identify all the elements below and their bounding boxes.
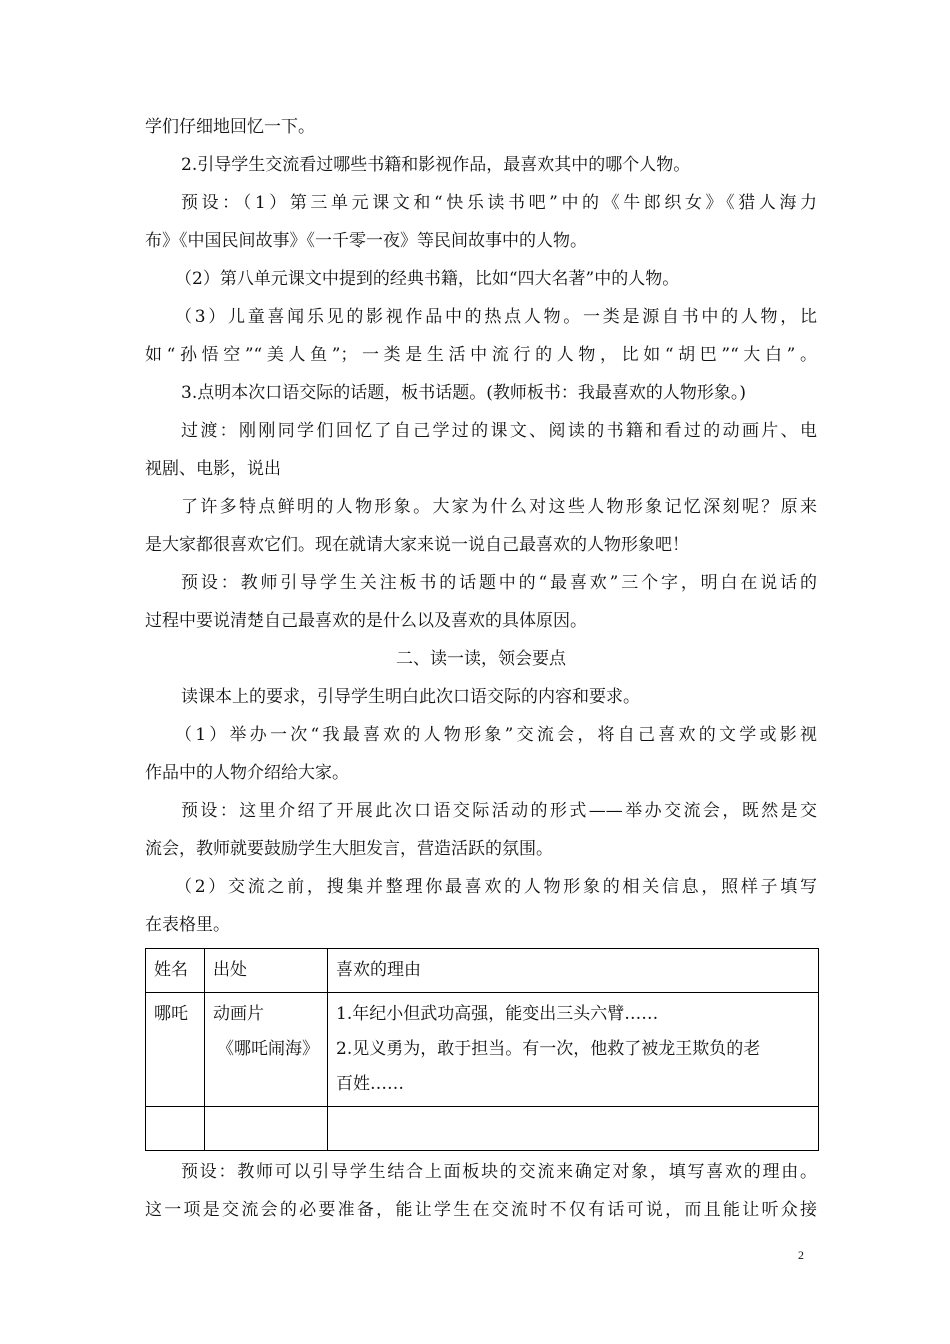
- table-row-empty: [146, 1107, 819, 1151]
- paragraph-line: 2.引导学生交流看过哪些书籍和影视作品，最喜欢其中的哪个人物。: [181, 155, 691, 175]
- header-reason: 喜欢的理由: [328, 949, 819, 993]
- empty-cell: [146, 1107, 205, 1151]
- paragraph-line: 预设：（1）第三单元课文和“快乐读书吧”中的《牛郎织女》《猎人海力: [181, 193, 817, 213]
- paragraph-line: 读课本上的要求，引导学生明白此次口语交际的内容和要求。: [181, 687, 640, 707]
- header-name: 姓名: [146, 949, 205, 993]
- paragraph-line: （3）儿童喜闻乐见的影视作品中的热点人物。一类是源自书中的人物，比: [175, 307, 817, 327]
- empty-cell: [205, 1107, 328, 1151]
- paragraph-line: 预设：教师引导学生关注板书的话题中的“最喜欢”三个字，明白在说话的: [181, 573, 817, 593]
- paragraph-line: 作品中的人物介绍给大家。: [145, 763, 349, 783]
- paragraph-line: 了许多特点鲜明的人物形象。大家为什么对这些人物形象记忆深刻呢？原来: [181, 497, 817, 517]
- paragraph-line: 这一项是交流会的必要准备，能让学生在交流时不仅有话可说，而且能让听众接: [145, 1200, 817, 1220]
- cell-reason: [328, 993, 819, 1107]
- paragraph-line: 流会，教师就要鼓励学生大胆发言，营造活跃的氛围。: [145, 839, 553, 859]
- section-heading: 二、读一读，领会要点: [396, 649, 566, 669]
- paragraph-line: 预设：这里介绍了开展此次口语交际活动的形式——举办交流会，既然是交: [181, 801, 817, 821]
- paragraph-line: 过程中要说清楚自己最喜欢的是什么以及喜欢的具体原因。: [145, 611, 587, 631]
- reason-line: 百姓……: [336, 1074, 404, 1094]
- paragraph-line: （2）交流之前，搜集并整理你最喜欢的人物形象的相关信息，照样子填写: [175, 877, 817, 897]
- header-source: 出处: [205, 949, 328, 993]
- table-row: [146, 993, 819, 1107]
- character-info-table: [145, 948, 819, 1151]
- table-header-row: [146, 949, 819, 993]
- paragraph-line: （2）第八单元课文中提到的经典书籍，比如“四大名著”中的人物。: [175, 269, 680, 289]
- reason-line: 2.见义勇为，敢于担当。有一次，他救了被龙王欺负的老: [336, 1039, 761, 1059]
- cell-name: 哪吒: [146, 993, 205, 1107]
- paragraph-line: 预设：教师可以引导学生结合上面板块的交流来确定对象，填写喜欢的理由。: [181, 1162, 817, 1182]
- paragraph-line: 如“孙悟空”“美人鱼”；一类是生活中流行的人物，比如“胡巴”“大白”。: [145, 345, 817, 365]
- paragraph-line: 3.点明本次口语交际的话题，板书话题。(教师板书：我最喜欢的人物形象。): [181, 383, 746, 403]
- paragraph-line: 是大家都很喜欢它们。现在就请大家来说一说自己最喜欢的人物形象吧！: [145, 535, 689, 555]
- paragraph-line: 在表格里。: [145, 915, 230, 935]
- source-title: 《哪吒闹海》: [217, 1039, 319, 1059]
- document-page: [145, 108, 817, 1229]
- source-type: 动画片: [213, 1004, 264, 1024]
- reason-line: 1.年纪小但武功高强，能变出三头六臂……: [336, 1004, 659, 1024]
- paragraph-line: （1）举办一次“我最喜欢的人物形象”交流会，将自己喜欢的文学或影视: [175, 725, 817, 745]
- cell-source: [205, 993, 328, 1107]
- paragraph-line: 过渡：刚刚同学们回忆了自己学过的课文、阅读的书籍和看过的动画片、电: [181, 421, 817, 441]
- page-number: 2: [798, 1248, 804, 1262]
- paragraph-line: 布》《中国民间故事》《一千零一夜》等民间故事中的人物。: [145, 231, 587, 251]
- paragraph-line: 学们仔细地回忆一下。: [145, 117, 315, 137]
- empty-cell: [328, 1107, 819, 1151]
- paragraph-line: 视剧、电影，说出: [145, 459, 281, 479]
